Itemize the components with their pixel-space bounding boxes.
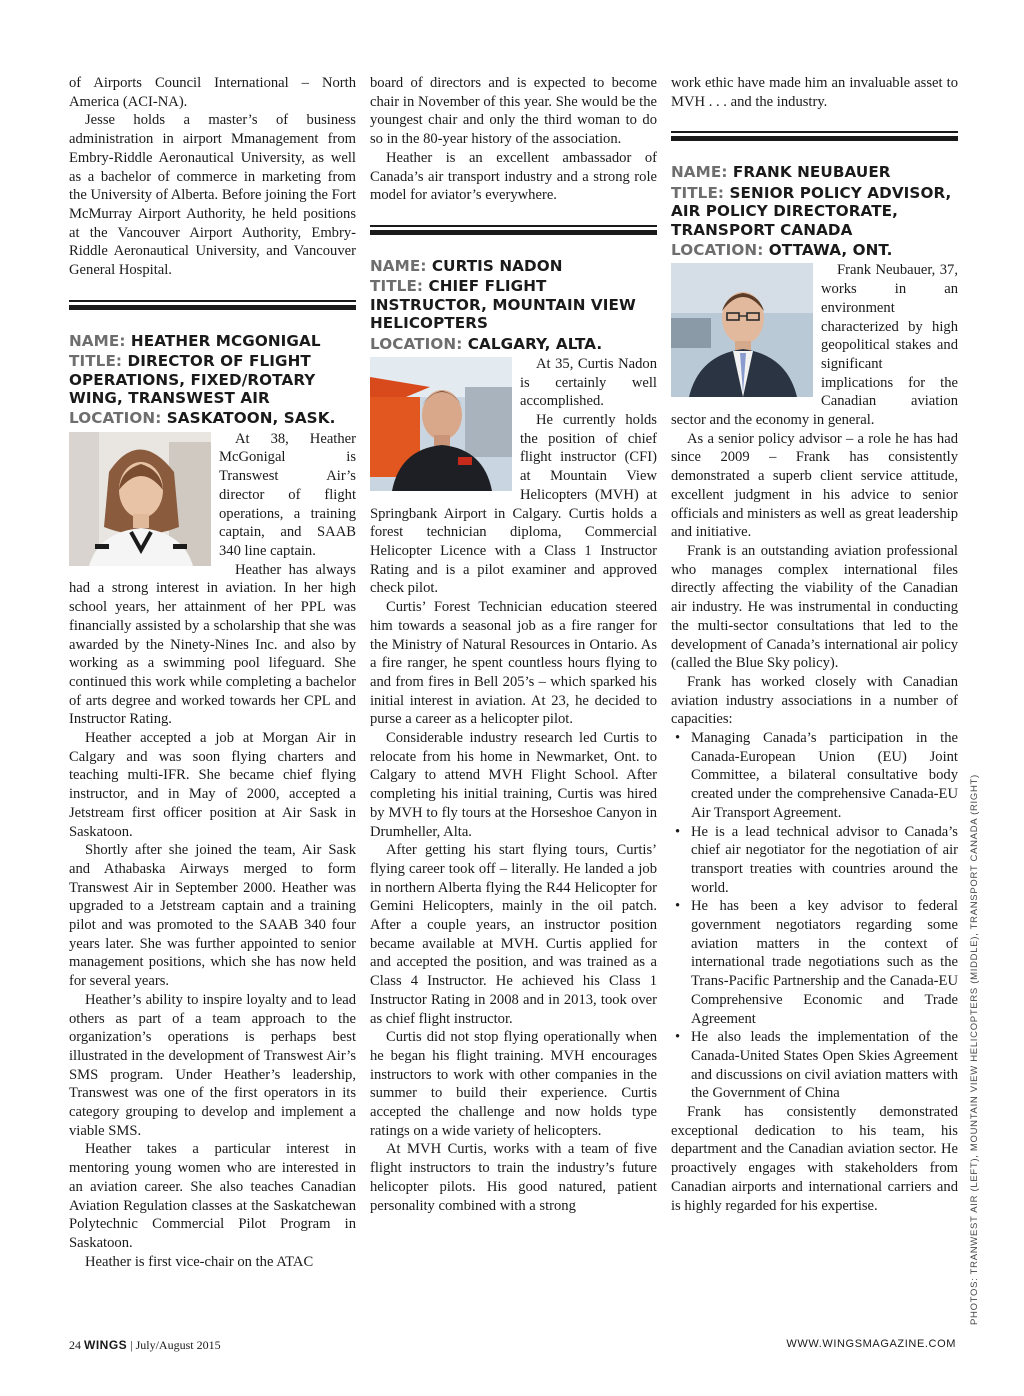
frank-p1: Frank Neubauer, 37, works in an environment characterized by high geopolitical stakes and significant implications for the Canadian aviation sector and the economy in general.: [671, 262, 958, 429]
profile-title: TITLE: DIRECTOR OF FLIGHT OPERATIONS, FIXED/ROTARY WING, TRANSWEST AIR: [69, 352, 316, 407]
profile-location: LOCATION: OTTAWA, ONT.: [671, 241, 893, 260]
profile-location: LOCATION: SASKATOON, SASK.: [69, 409, 336, 428]
curtis-p3: Curtis’ Forest Technician education steered him towards a seasonal job as a fire ranger for the Ministry of Natural Resources in Ontario. As a fire ranger, he spent countless hours flying to and from fires in Bell 205’s – which sparked his initial interest in aviation. At 23, he decided to purse a career as a helicopter pilot.: [370, 599, 657, 728]
frank-neubauer-photo: [671, 263, 813, 397]
page-number: 24: [69, 1338, 81, 1352]
column-3: [671, 74, 958, 1215]
curtis-p2: He currently holds the position of chief flight instructor (CFI) at Mountain View Helicopters (MVH) at Springbank Airport in Calgary. Curtis holds a forest technician diploma, Commercial Helicopter Licence with a Class 1 Instructor Rating and is a pilot examiner and approved check pilot.: [370, 412, 657, 597]
heather-p3: Heather accepted a job at Morgan Air in Calgary and was soon flying charters and teaching multi-IFR. She became chief flying instructor, and in May of 2000, accepted a Jetstream first officer position at Air Sask in Saskatoon.: [69, 730, 356, 840]
curtis-continued-p1: work ethic have made him an invaluable asset to MVH . . . and the industry.: [671, 75, 958, 110]
list-item: • Managing Canada’s participation in the Canada-European Union (EU) Joint Committee, a bilateral consultative body created under the comprehensive Canada-EU Air Transport Agreement.: [671, 729, 958, 823]
profile-title: TITLE: SENIOR POLICY ADVISOR, AIR POLICY DIRECTORATE, TRANSPORT CANADA: [671, 183, 952, 239]
curtis-p1: At 35, Curtis Nadon is certainly well accomplished.: [520, 355, 657, 410]
curtis-p4: Considerable industry research led Curtis to relocate from his home in Newmarket, Ont. to Calgary to attend MVH Flight School. After completing his initial training, Curtis was hired by MVH to fly tours at the Horseshoe Canyon in Drumheller, Alta.: [370, 730, 657, 840]
photo-credit: PHOTOS: TRANWEST AIR (LEFT), MOUNTAIN VIEW HELICOPTERS (MIDDLE), TRANSPORT CANADA (RIGHT): [969, 774, 980, 1325]
curtis-nadon-photo: [370, 357, 512, 491]
section-divider: [671, 131, 958, 141]
heather-p4: Shortly after she joined the team, Air Sask and Athabaska Airways merged to form Transwest Air in September 2000. Heather was upgraded to a Jetstream captain and a training pilot and was promoted to the SAAB 340 four years later. She was further appointed to senior management positions, which she has now held for several years.: [69, 842, 356, 990]
intro-paragraph: of Airports Council International – North America (ACI-NA).: [69, 75, 356, 110]
list-item: • He is a lead technical advisor to Canada’s chief air negotiator for the negotiation of air transport treaties with countries around the world.: [671, 823, 958, 898]
list-item: • He also leads the implementation of the Canada-United States Open Skies Agreement and discussions on civil aviation matters with the Government of China: [671, 1028, 958, 1103]
curtis-p7: At MVH Curtis, works with a team of five flight instructors to train the industry’s future helicopter pilots. His good natured, patient personality combined with a strong: [370, 1141, 657, 1214]
heather-mcgonigal-photo: [69, 432, 211, 566]
column-2: [370, 74, 657, 1215]
heather-p5: Heather’s ability to inspire loyalty and to lead others as part of a team approach to the organization’s operations is perhaps best illustrated in the development of Transwest Air’s SMS program. Under Heather’s leadership, Transwest was one of the first operators in its category grouping to develop and implement a viable SMS.: [69, 991, 356, 1139]
page-footer-left: [69, 1338, 221, 1353]
frank-p5: Frank has consistently demonstrated exceptional dedication to his team, his department and the Canadian aviation sector. He proactively engages with stakeholders from Canadian airports and international carriers and is highly regarded for his expertise.: [671, 1104, 958, 1214]
frank-p2: As a senior policy advisor – a role he has had since 2009 – Frank has consistently demonstrated a superb client service attitude, excellent judgment in his advice to senior officials and ministers as well as great leadership and initiative.: [671, 430, 958, 541]
frank-p4: Frank has worked closely with Canadian aviation industry associations in a number of capacities:: [671, 673, 958, 728]
heather-p6: Heather takes a particular interest in mentoring young women who are interested in an aviation career. She also teaches Canadian Aviation Regulation classes at the Saskatchewan Polytechnic Commercial Pilot Program in Saskatoon.: [69, 1141, 356, 1251]
capacities-list: [671, 729, 958, 1103]
magazine-name: WINGS: [84, 1338, 128, 1352]
profile-name: NAME: FRANK NEUBAUER: [671, 163, 891, 182]
profile-name: NAME: HEATHER MCGONIGAL: [69, 331, 321, 350]
heather-continued-p1: board of directors and is expected to become chair in November of this year. She would be the youngest chair and only the third woman to do so in the 80-year history of the association.: [370, 75, 657, 148]
profile-title: TITLE: CHIEF FLIGHT INSTRUCTOR, MOUNTAIN VIEW HELICOPTERS: [370, 277, 636, 333]
website-url: WWW.WINGSMAGAZINE.COM: [786, 1338, 956, 1350]
issue-date: | July/August 2015: [130, 1338, 221, 1352]
heather-p2: Heather has always had a strong interest in aviation. In her high school years, her attainment of her PPL was financially assisted by a scholarship that she was awarded by the Ninety-Nines Inc. and also by working as a swimming pool lifeguard. She continued this work while completing a bachelor of arts degree and worked towards her CPL and Instructor Rating.: [69, 561, 356, 728]
section-divider: [69, 300, 356, 310]
heather-p1: At 38, Heather McGonigal is Transwest Air’s director of flight operations, a training captain, and SAAB 340 line captain.: [219, 430, 356, 559]
curtis-p6: Curtis did not stop flying operationally when he began his flight training. MVH encourages instructors to work with other companies in the summer to build their experience. Curtis accepted the challenge and now holds type ratings on a wide variety of helicopters.: [370, 1029, 657, 1139]
heather-p7: Heather is first vice-chair on the ATAC: [85, 1253, 314, 1270]
profile-name: NAME: CURTIS NADON: [370, 256, 563, 275]
heather-continued-p2: Heather is an excellent ambassador of Canada’s air transport industry and a strong role model for aviator’s everywhere.: [370, 149, 657, 204]
curtis-p5: After getting his start flying tours, Curtis’ flying career took off – literally. He landed a job in northern Alberta flying the R44 Helicopter for Gemini Helicopters, mainly in the oil patch. After a couple years, an instructor position became available at MVH. Curtis applied for and accepted the position, and was trained as a Class 4 Instructor. He achieved his Class 1 Instructor Rating in 2008 and in 2013, took over as chief flight instructor.: [370, 842, 657, 1027]
section-divider: [370, 225, 657, 235]
profile-location: LOCATION: CALGARY, ALTA.: [370, 334, 603, 353]
frank-p3: Frank is an outstanding aviation professional who manages complex international files directly affecting the viability of the Canadian air industry. He was instrumental in conducting the multi-sector consultations that led to the development of Canada’s international air policy (called the Blue Sky policy).: [671, 542, 958, 672]
jesse-paragraph: Jesse holds a master’s of business administration in airport Mmanagement from Embry-Riddle Aeronautical University, as well as a bachelor of commerce in marketing from the University of Alberta. Before joining the Fort McMurray Airport Authority, he held positions at the Vancouver Airport Authority, Embry-Riddle Aeronautical University, and Vancouver General Hospital.: [69, 112, 356, 279]
column-1: [69, 74, 356, 1271]
list-item: • He has been a key advisor to federal government negotiators regarding some aviation matters in the context of international trade negotiations such as the Trans-Pacific Partnership and the Canada-EU Comprehensive Economic and Trade Agreement: [671, 897, 958, 1028]
